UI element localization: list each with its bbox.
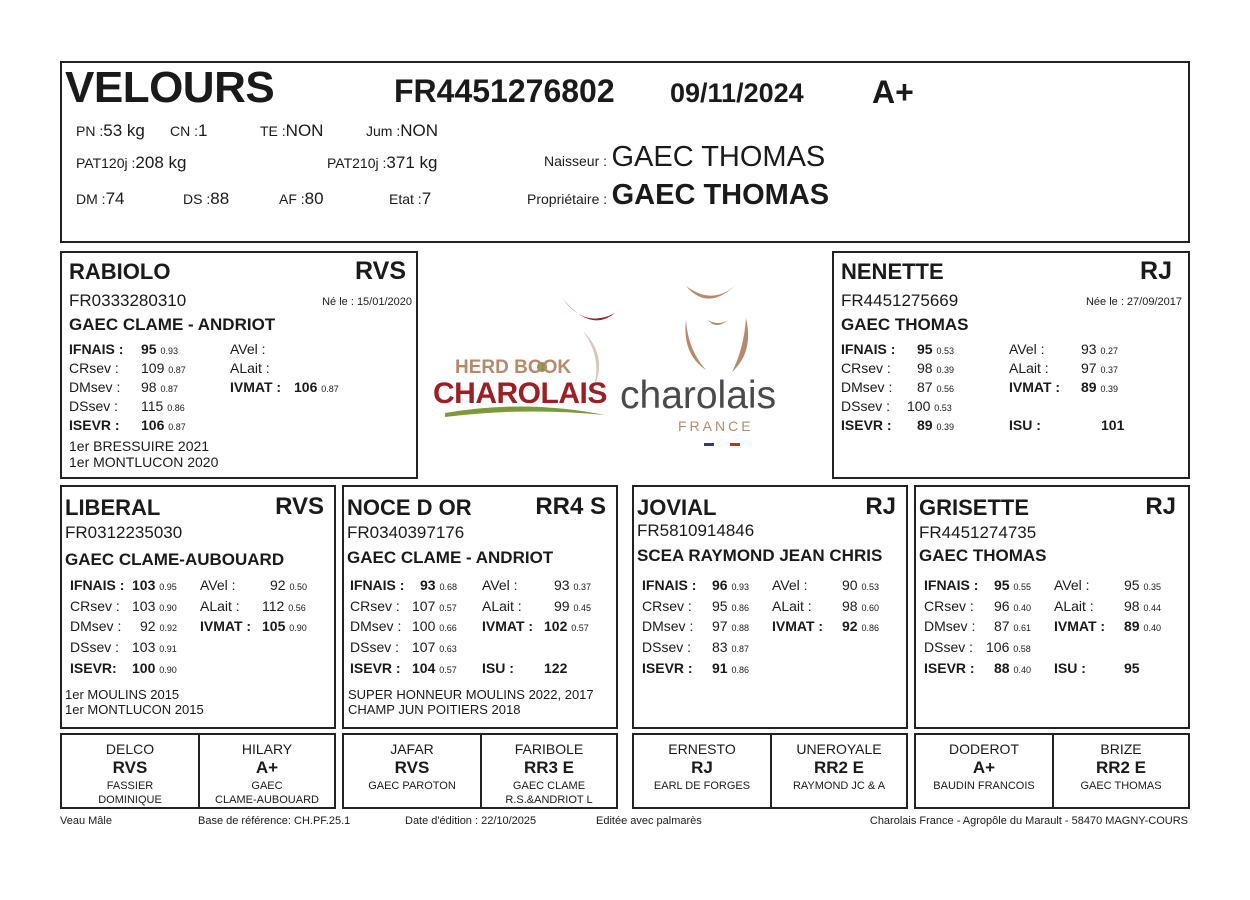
grandparent-ifnais: IFNAIS : 103 0.95 — [70, 577, 177, 593]
great-grandparent-owner: GAEC — [251, 780, 283, 792]
grandparent-name: LIBERAL — [65, 495, 161, 520]
grandparent-alait: ALait : 112 0.56 — [200, 598, 306, 614]
sire-dmsev: DMsev : 98 0.87 — [69, 379, 178, 395]
grandparent-alait: ALait : 98 0.60 — [772, 598, 879, 614]
dam-name: NENETTE — [841, 259, 944, 284]
charolais-main-text: charolais — [620, 374, 777, 417]
grandparent-ivmat: IVMAT : 92 0.86 — [772, 618, 879, 634]
grandparent-palmares-2: 1er MONTLUCON 2015 — [65, 702, 204, 717]
great-grandparent — [1054, 735, 1188, 807]
grandparent-box — [342, 485, 618, 729]
grandparent-isu: ISU : 95 — [1054, 660, 1140, 676]
dm-field: DM :74 — [76, 189, 125, 208]
sire-birth: Né le : 15/01/2020 — [322, 296, 412, 308]
dam-crsev: CRsev : 98 0.39 — [841, 360, 954, 376]
great-grandparents-pair — [632, 733, 908, 809]
naisseur-field: Naisseur : GAEC THOMAS — [544, 141, 826, 173]
grandparent-name: GRISETTE — [919, 495, 1030, 520]
grandparent-qualification: RVS — [275, 493, 324, 520]
great-grandparent-owner: BAUDIN FRANCOIS — [933, 780, 1035, 792]
great-grandparent-qualification: RVS — [394, 758, 430, 777]
pat120-field: PAT120j :208 kg — [76, 153, 187, 172]
footer-base-reference: Base de référence: CH.PF.25.1 — [198, 815, 351, 827]
grandparent-ifnais: IFNAIS : 93 0.68 — [350, 577, 457, 593]
dam-alait: ALait : 97 0.37 — [1009, 360, 1118, 376]
sire-name: RABIOLO — [69, 259, 171, 284]
sire-alait: ALait : — [230, 360, 270, 376]
grandparent-ifnais: IFNAIS : 96 0.93 — [642, 577, 749, 593]
birth-date: 09/11/2024 — [670, 78, 804, 108]
grandparent-id: FR0312235030 — [65, 523, 183, 542]
sire-ivmat: IVMAT : 106 0.87 — [230, 379, 339, 395]
grandparent-avel: AVel : 93 0.37 — [482, 577, 591, 593]
grandparent-qualification: RJ — [865, 493, 896, 520]
sire-owner: GAEC CLAME - ANDRIOT — [69, 315, 276, 334]
sire-box — [60, 251, 418, 479]
sire-id: FR0333280310 — [69, 291, 187, 310]
great-grandparent-name: HILARY — [241, 741, 293, 757]
dam-isevr: ISEVR : 89 0.39 — [841, 417, 954, 433]
grandparent-dssev: DSsev : 103 0.91 — [70, 639, 177, 655]
great-grandparent — [634, 735, 772, 807]
grandparent-isevr: ISEVR : 88 0.40 — [924, 660, 1031, 676]
grandparent-crsev: CRsev : 103 0.90 — [70, 598, 177, 614]
sire-crsev: CRsev : 109 0.87 — [69, 360, 186, 376]
sire-isevr: ISEVR : 106 0.87 — [69, 417, 186, 433]
herdbook-top-text: HERD BOOK — [455, 357, 572, 378]
dam-isu: ISU : 101 — [1009, 417, 1125, 433]
grandparent-box — [60, 485, 336, 729]
grandparent-crsev: CRsev : 96 0.40 — [924, 598, 1031, 614]
great-grandparents-pair — [342, 733, 618, 809]
charolais-france-logo — [620, 278, 825, 453]
pat210-field: PAT210j :371 kg — [327, 153, 438, 172]
grandparent-owner: GAEC THOMAS — [919, 546, 1047, 565]
grandparent-isu — [200, 660, 270, 676]
grandparent-avel: AVel : 92 0.50 — [200, 577, 307, 593]
cn-field: CN :1 — [170, 121, 208, 140]
grandparent-owner: GAEC CLAME - ANDRIOT — [347, 548, 554, 567]
grandparent-alait: ALait : 99 0.45 — [482, 598, 591, 614]
grandparent-alait: ALait : 98 0.44 — [1054, 598, 1161, 614]
great-grandparent — [200, 735, 334, 807]
great-grandparent-owner: GAEC THOMAS — [1080, 780, 1162, 792]
great-grandparent-owner: CLAME-AUBOUARD — [215, 794, 319, 806]
grandparent-id: FR0340397176 — [347, 523, 465, 542]
footer-palmares-note: Editée avec palmarès — [596, 815, 702, 827]
herdbook-main-text: CHAROLAIS — [433, 377, 607, 410]
ds-field: DS :88 — [183, 189, 230, 208]
grandparent-palmares-1: SUPER HONNEUR MOULINS 2022, 2017 — [348, 687, 594, 702]
great-grandparent-name: JAFAR — [390, 741, 434, 757]
great-grandparent-qualification: A+ — [255, 758, 279, 777]
great-grandparent — [772, 735, 906, 807]
sire-qualification: RVS — [355, 257, 406, 285]
dam-qualification: RJ — [1140, 257, 1172, 285]
grandparent-owner: SCEA RAYMOND JEAN CHRIS — [637, 546, 883, 565]
grandparent-dmsev: DMsev : 87 0.61 — [924, 618, 1031, 634]
animal-name: VELOURS — [65, 63, 275, 112]
grandparent-id: FR4451274735 — [919, 523, 1037, 542]
great-grandparent-name: ERNESTO — [668, 741, 736, 757]
grandparent-ivmat: IVMAT : 102 0.57 — [482, 618, 589, 634]
dam-avel: AVel : 93 0.27 — [1009, 341, 1118, 357]
great-grandparent-name: DODEROT — [949, 741, 1019, 757]
great-grandparent-qualification: RVS — [112, 758, 148, 777]
great-grandparent — [482, 735, 616, 807]
sire-ifnais: IFNAIS : 95 0.93 — [69, 341, 178, 357]
animal-qualification: A+ — [872, 74, 914, 110]
great-grandparent-qualification: RR2 E — [813, 758, 865, 777]
great-grandparents-pair — [60, 733, 336, 809]
grandparent-dssev: DSsev : 83 0.87 — [642, 639, 749, 655]
sire-palmares-2: 1er MONTLUCON 2020 — [69, 454, 219, 470]
great-grandparent-qualification: RR2 E — [1095, 758, 1147, 777]
grandparent-isevr: ISEVR: 100 0.90 — [70, 660, 177, 676]
grandparent-qualification: RR4 S — [535, 493, 606, 520]
great-grandparent — [344, 735, 482, 807]
grandparent-ifnais: IFNAIS : 95 0.55 — [924, 577, 1031, 593]
grandparent-isu — [772, 660, 842, 676]
great-grandparent-owner: R.S.&ANDRIOT L — [505, 794, 593, 806]
great-grandparent-owner: DOMINIQUE — [98, 794, 162, 806]
great-grandparent-owner: FASSIER — [106, 780, 154, 792]
grandparent-name: NOCE D OR — [347, 495, 472, 520]
sire-palmares-1: 1er BRESSUIRE 2021 — [69, 438, 210, 454]
grandparent-qualification: RJ — [1145, 493, 1176, 520]
animal-header-box — [60, 61, 1190, 243]
grandparent-palmares-1: 1er MOULINS 2015 — [65, 687, 180, 702]
france-text: FRANCE — [678, 418, 754, 434]
grandparent-avel: AVel : 95 0.35 — [1054, 577, 1161, 593]
great-grandparent — [916, 735, 1054, 807]
great-grandparent-owner: GAEC CLAME — [512, 780, 586, 792]
great-grandparents-pair — [914, 733, 1190, 809]
grandparent-isu: ISU : 122 — [482, 660, 568, 676]
proprietaire-field: Propriétaire : GAEC THOMAS — [527, 179, 830, 211]
grandparent-isevr: ISEVR : 91 0.86 — [642, 660, 749, 676]
dam-dmsev: DMsev : 87 0.56 — [841, 379, 954, 395]
pn-field: PN :53 kg — [76, 121, 145, 140]
dam-owner: GAEC THOMAS — [841, 315, 969, 334]
jum-field: Jum :NON — [366, 121, 439, 140]
grandparent-ivmat: IVMAT : 89 0.40 — [1054, 618, 1161, 634]
grandparent-ivmat: IVMAT : 105 0.90 — [200, 618, 307, 634]
grandparent-palmares-2: CHAMP JUN POITIERS 2018 — [348, 702, 521, 717]
grandparent-owner: GAEC CLAME-AUBOUARD — [65, 550, 285, 569]
sire-dssev: DSsev : 115 0.86 — [69, 398, 185, 414]
great-grandparent-qualification: A+ — [972, 758, 996, 777]
great-grandparent-name: DELCO — [105, 741, 155, 757]
great-grandparent-name: FARIBOLE — [514, 741, 584, 757]
grandparent-dmsev: DMsev : 100 0.66 — [350, 618, 457, 634]
grandparent-box — [632, 485, 908, 729]
great-grandparent — [62, 735, 200, 807]
great-grandparent-owner: GAEC PAROTON — [368, 780, 456, 792]
grandparent-dmsev: DMsev : 97 0.88 — [642, 618, 749, 634]
footer-edition-date: Date d'édition : 22/10/2025 — [405, 815, 537, 827]
grandparent-dssev: DSsev : 106 0.58 — [924, 639, 1031, 655]
great-grandparent-name: BRIZE — [1100, 741, 1142, 757]
great-grandparent-qualification: RR3 E — [523, 758, 575, 777]
dam-box — [832, 251, 1190, 479]
great-grandparent-qualification: RJ — [691, 758, 713, 777]
great-grandparent-owner: RAYMOND JC & A — [792, 780, 886, 792]
grandparent-crsev: CRsev : 95 0.86 — [642, 598, 749, 614]
herdbook-charolais-logo — [425, 295, 625, 425]
grandparent-crsev: CRsev : 107 0.57 — [350, 598, 457, 614]
grandparent-box — [914, 485, 1190, 729]
grandparent-dmsev: DMsev : 92 0.92 — [70, 618, 177, 634]
dam-dssev: DSsev : 100 0.53 — [841, 398, 952, 414]
grandparent-avel: AVel : 90 0.53 — [772, 577, 879, 593]
dam-id: FR4451275669 — [841, 291, 959, 310]
great-grandparent-name: UNEROYALE — [796, 741, 882, 757]
grandparent-isevr: ISEVR : 104 0.57 — [350, 660, 457, 676]
grandparent-name: JOVIAL — [637, 495, 717, 520]
dam-ifnais: IFNAIS : 95 0.53 — [841, 341, 954, 357]
dam-birth: Née le : 27/09/2017 — [1085, 296, 1182, 308]
great-grandparent-owner: EARL DE FORGES — [653, 780, 751, 792]
etat-field: Etat :7 — [389, 189, 432, 208]
footer-sex: Veau Mâle — [60, 815, 112, 827]
te-field: TE :NON — [260, 121, 324, 140]
dam-ivmat: IVMAT : 89 0.39 — [1009, 379, 1118, 395]
animal-id: FR4451276802 — [394, 73, 615, 109]
grandparent-id: FR5810914846 — [637, 521, 755, 540]
footer-organization: Charolais France - Agropôle du Marault - 58470 MAGNY-COURS — [869, 815, 1188, 827]
grandparent-dssev: DSsev : 107 0.63 — [350, 639, 457, 655]
af-field: AF :80 — [279, 189, 324, 208]
sire-avel: AVel : — [230, 341, 266, 357]
